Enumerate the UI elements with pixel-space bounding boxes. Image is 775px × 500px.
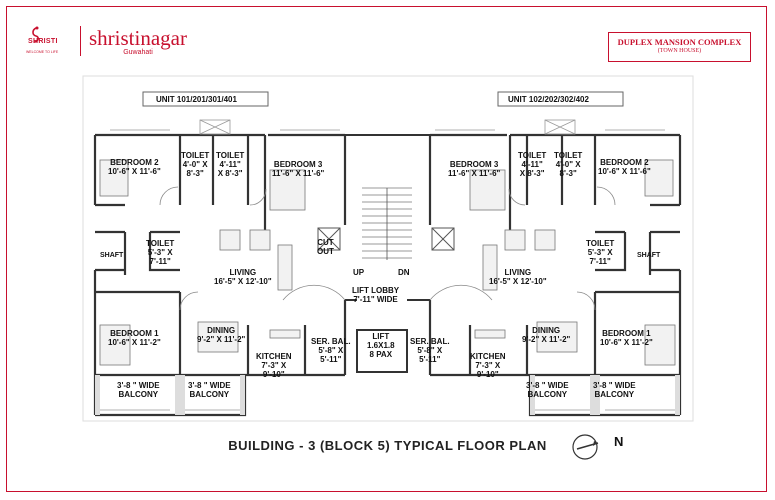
room-label: TOILET 5'-3" X 7'-11": [586, 239, 615, 266]
room-label: BEDROOM 3 11'-6" X 11'-6": [272, 160, 325, 178]
room-label: BEDROOM 2 10'-6" X 11'-6": [598, 158, 651, 176]
room-label: LIVING 16'-5" X 12'-10": [489, 268, 547, 286]
room-label: LIFT LOBBY 7'-11" WIDE: [352, 286, 400, 304]
room-label: TOILET 4'-11" X 8'-3": [216, 151, 245, 178]
room-label: LIFT 1.6X1.8 8 PAX: [367, 332, 395, 359]
room-label: CUT OUT: [317, 238, 334, 256]
room-label: 3'-8 " WIDE BALCONY: [188, 381, 231, 399]
brand-city: Guwahati: [123, 48, 153, 56]
brand-name: shristinagar: [89, 25, 187, 50]
room-label: KITCHEN 7'-3" X 9'-10": [256, 352, 292, 379]
room-label: DN: [398, 268, 410, 277]
room-label: 3'-8 " WIDE BALCONY: [593, 381, 636, 399]
room-label: SER. BAL. 5'-8" X 5'-11": [410, 337, 450, 364]
room-label: LIVING 16'-5" X 12'-10": [214, 268, 272, 286]
unit-right-title: UNIT 102/202/302/402: [508, 95, 589, 104]
room-label: BEDROOM 3 11'-6" X 11'-6": [448, 160, 501, 178]
unit-left-title: UNIT 101/201/301/401: [156, 95, 237, 104]
room-label: TOILET 4'-0" X 8'-3": [554, 151, 583, 178]
room-label: KITCHEN 7'-3" X 9'-10": [470, 352, 506, 379]
room-label: SER. BAL. 5'-8" X 5'-11": [311, 337, 351, 364]
room-label: UP: [353, 268, 365, 277]
brand-tagline: WELCOME TO LIFE: [26, 50, 59, 54]
room-label: TOILET 4'-0" X 8'-3": [181, 151, 210, 178]
complex-subtitle: (TOWN HOUSE): [657, 48, 702, 54]
room-label: SHAFT: [637, 252, 661, 259]
plan-title: BUILDING - 3 (BLOCK 5) TYPICAL FLOOR PLAN: [228, 438, 547, 453]
room-label: TOILET 5'-3" X 7'-11": [146, 239, 175, 266]
room-label: 3'-8 " WIDE BALCONY: [526, 381, 569, 399]
room-label: TOILET 4'-11" X 8'-3": [518, 151, 547, 178]
room-label: 3'-8 " WIDE BALCONY: [117, 381, 160, 399]
brand-mark-text: SHRISTI: [28, 38, 58, 45]
room-label: SHAFT: [100, 252, 124, 259]
north-label: N: [614, 434, 624, 449]
room-label: BEDROOM 1 10'-6" X 11'-2": [108, 329, 161, 347]
room-label: DINING 9'-2" X 11'-2": [197, 326, 246, 344]
room-label: DINING 9'-2" X 11'-2": [522, 326, 571, 344]
complex-title: DUPLEX MANSION COMPLEX: [617, 37, 742, 47]
room-label: BEDROOM 1 10'-6" X 11'-2": [600, 329, 653, 347]
room-label: BEDROOM 2 10'-6" X 11'-6": [108, 158, 161, 176]
